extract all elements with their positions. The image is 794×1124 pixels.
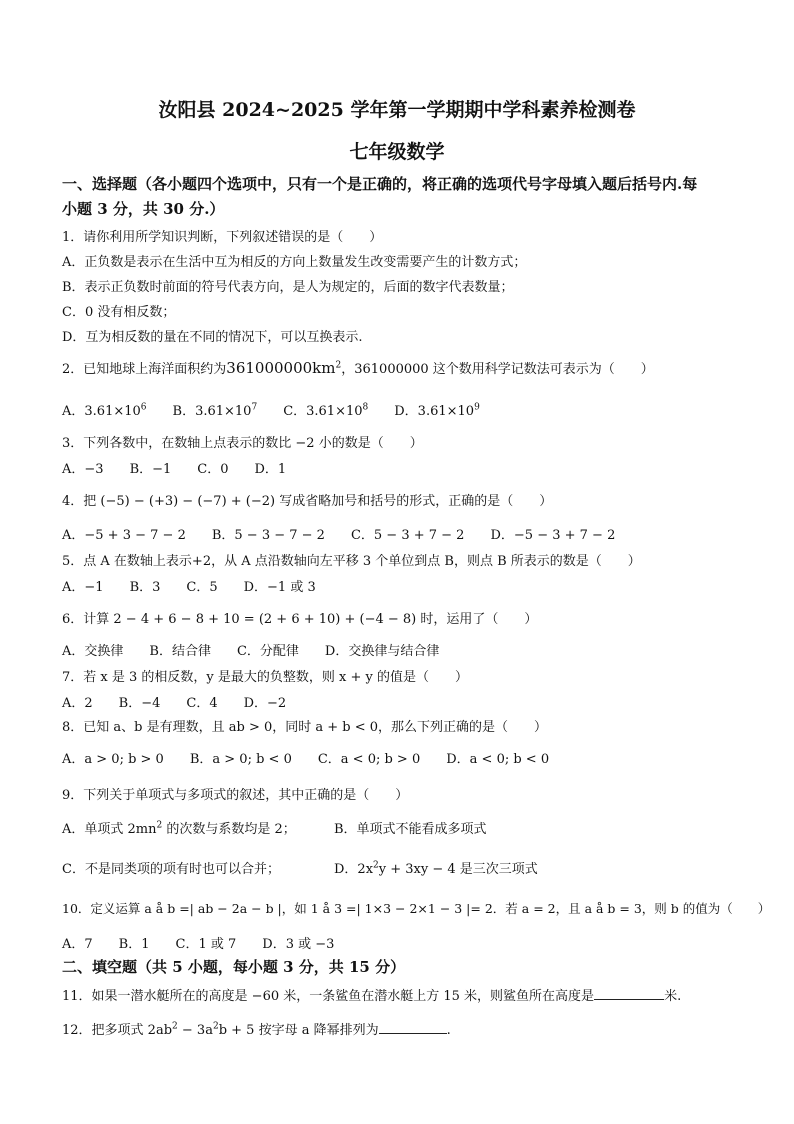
q2-sup: 2	[335, 360, 342, 371]
q2-stem	[62, 358, 654, 377]
q3-stem: 3．下列各数中，在数轴上点表示的数比 −2 小的数是（ ）	[62, 436, 423, 451]
q11-stem: 11．如果一潜水艇所在的高度是 −60 米，一条鲨鱼在潜水艇上方 15 米，则鲨鱼所在高度是 米.	[62, 989, 682, 1004]
q6-stem: 6．计算 2 − 4 + 6 − 8 + 10 = (2 + 6 + 10) + (−4 − 8) 时，运用了（ ）	[62, 612, 538, 627]
q1-option-c: C．0 没有相反数；	[62, 305, 176, 320]
q8-options	[62, 748, 575, 767]
q12-stem: 12．把多项式 $2ab^2 - 3a^2b + 5$ 按字母 a 降幂排列为 .	[62, 1021, 451, 1038]
q3-option-b: B．−1	[129, 462, 172, 477]
q4-option-b: B．5 − 3 − 7 − 2	[211, 528, 325, 543]
q1-option-d: D．互为相反数的量在不同的情况下，可以互换表示.	[62, 330, 363, 345]
section2-heading: 二、填空题（共 5 小题，每小题 3 分，共 15 分）	[62, 958, 406, 976]
q6-option-d: D．交换律与结合律	[324, 644, 440, 659]
q10-options	[62, 933, 360, 952]
q10-option-d: D．3 或 −3	[262, 937, 335, 952]
q4-option-a: A．−5 + 3 − 7 − 2	[62, 528, 186, 543]
q3-option-d: D．1	[254, 462, 287, 477]
q7-options	[62, 692, 312, 711]
q9-option-d: D．$2x^2y + 3xy - 4$ 是三次三项式	[334, 860, 538, 877]
q10-option-a: A．7	[62, 937, 93, 952]
q5-option-d: D．−1 或 3	[243, 580, 316, 595]
q3-option-a: A．−3	[62, 462, 104, 477]
q9-option-b: B．单项式不能看成多项式	[334, 822, 487, 837]
q4-stem: 4．把 (−5) − (+3) − (−7) + (−2) 写成省略加号和括号的形式，正确的是（ ）	[62, 494, 553, 509]
q4-options	[62, 524, 641, 543]
q7-option-a: A．2	[62, 696, 93, 711]
q9-option-a: A．单项式 $2mn^2$ 的次数与系数均是 2；	[62, 820, 296, 837]
q5-options	[62, 576, 342, 595]
q2-stem-b: ，361000000 这个数用科学记数法可表示为（ ）	[341, 362, 654, 377]
q3-options	[62, 458, 312, 477]
q2-option-a: A．$3.61\times 10^6$	[62, 402, 147, 419]
section1-heading-line2: 小题 3 分，共 30 分.）	[62, 200, 225, 218]
q6-option-c: C．分配律	[236, 644, 299, 659]
q9-option-c: C．不是同类项的项有时也可以合并；	[62, 862, 280, 877]
q6-option-a: A．交换律	[62, 644, 124, 659]
q10-stem: 10．定义运算 a å b =| ab − 2a − b |，如 1 å 3 =| 1×3 − 2×1 − 3 |= 2．若 a = 2，且 a å b = 3，则 b 的值为（ ）	[62, 901, 771, 916]
q10-option-c: C．1 或 7	[175, 937, 237, 952]
q8-option-b: B．a > 0; b < 0	[189, 752, 292, 767]
q4-option-d: D．−5 − 3 + 7 − 2	[490, 528, 616, 543]
q8-option-c: C．a < 0; b > 0	[317, 752, 421, 767]
q5-option-c: C．5	[186, 580, 218, 595]
q3-option-c: C．0	[197, 462, 229, 477]
q8-stem: 8．已知 a、b 是有理数，且 ab > 0，同时 a + b < 0，那么下列正确的是（ ）	[62, 720, 548, 735]
q4-option-c: C．5 − 3 + 7 − 2	[350, 528, 465, 543]
q5-option-a: A．−1	[62, 580, 104, 595]
q2-stem-a: 2．已知地球上海洋面积约为	[62, 362, 227, 377]
q2-number: 361000000km	[226, 359, 336, 377]
q9-stem: 9．下列关于单项式与多项式的叙述，其中正确的是（ ）	[62, 788, 409, 803]
q8-option-d: D．a < 0; b < 0	[446, 752, 550, 767]
q11-answer-blank[interactable]	[594, 987, 664, 1000]
q1-option-a: A．正负数是表示在生活中互为相反的方向上数量发生改变需要产生的计数方式；	[62, 255, 527, 270]
q5-option-b: B．3	[129, 580, 161, 595]
q2-option-b: B．$3.61\times 10^7$	[172, 402, 258, 419]
q12-answer-blank[interactable]	[379, 1021, 447, 1034]
exam-subtitle: 七年级数学	[349, 141, 445, 163]
q10-option-b: B．1	[118, 937, 150, 952]
q2-option-d: D．$3.61\times 10^9$	[394, 402, 480, 419]
q8-option-a: A．a > 0; b > 0	[62, 752, 164, 767]
q2-options	[62, 400, 506, 419]
q5-stem: 5．点 A 在数轴上表示+2，从 A 点沿数轴向左平移 3 个单位到点 B，则点 B 所表示的数是（ ）	[62, 554, 641, 569]
section1-heading-line1: 一、选择题（各小题四个选项中，只有一个是正确的，将正确的选项代号字母填入题后括号内.每	[62, 175, 698, 193]
q6-option-b: B．结合律	[149, 644, 211, 659]
q7-option-b: B．−4	[118, 696, 161, 711]
exam-title: 汝阳县 2024~2025 学年第一学期期中学科素养检测卷	[158, 99, 636, 121]
q7-option-d: D．−2	[243, 696, 287, 711]
q1-stem: 1．请你利用所学知识判断，下列叙述错误的是（ ）	[62, 230, 383, 245]
q7-stem: 7．若 x 是 3 的相反数，y 是最大的负整数，则 x + y 的值是（ ）	[62, 670, 468, 685]
q7-option-c: C．4	[186, 696, 218, 711]
q2-option-c: C．$3.61\times 10^8$	[283, 402, 369, 419]
q1-option-b: B．表示正负数时前面的符号代表方向，是人为规定的，后面的数字代表数量；	[62, 280, 514, 295]
q6-options	[62, 640, 465, 659]
